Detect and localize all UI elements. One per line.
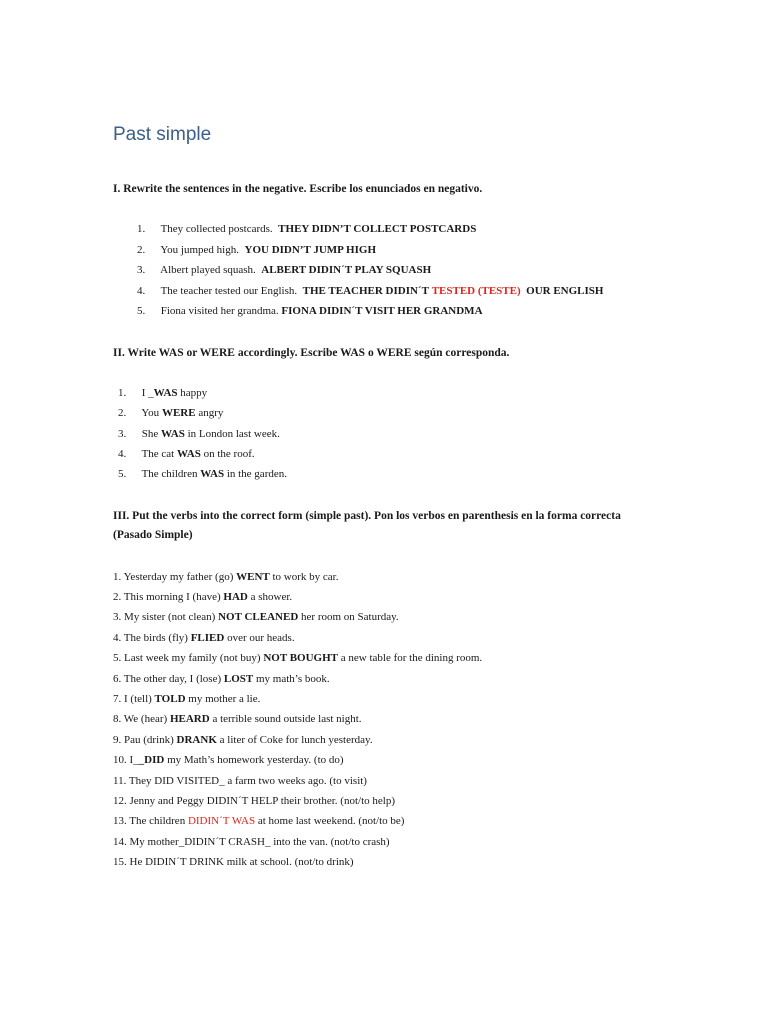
section-1-item: 5. Fiona visited her grandma. FIONA DIDIN´T VISIT HER GRANDMA — [137, 305, 483, 317]
section-3-item: 10. I__DID my Math’s homework yesterday. (to do) — [113, 754, 344, 766]
section-3-item: 4. The birds (fly) FLIED over our heads. — [113, 632, 295, 644]
section-3-item: 8. We (hear) HEARD a terrible sound outside last night. — [113, 713, 362, 725]
section-1-item: 3. Albert played squash. ALBERT DIDIN´T PLAY SQUASH — [137, 264, 432, 276]
section-3-heading-cont: (Pasado Simple) — [113, 529, 193, 541]
section-1-item: 2. You jumped high. YOU DIDN’T JUMP HIGH — [137, 244, 376, 256]
section-3-item: 9. Pau (drink) DRANK a liter of Coke for lunch yesterday. — [113, 734, 373, 746]
section-2-item: 1. I _WAS happy — [118, 387, 208, 399]
section-3-item: 1. Yesterday my father (go) WENT to work by car. — [113, 571, 339, 583]
section-3-item: 14. My mother_DIDIN´T CRASH_ into the van. (not/to crash) — [113, 836, 390, 848]
section-2-item: 2. You WERE angry — [118, 407, 224, 419]
section-2-item: 5. The children WAS in the garden. — [118, 468, 287, 480]
section-3-item: 15. He DIDIN´T DRINK milk at school. (not/to drink) — [113, 856, 354, 868]
section-1-item: 1. They collected postcards. THEY DIDN’T COLLECT POSTCARDS — [137, 223, 477, 235]
highlighted-answer: TESTED (TESTE) — [431, 285, 521, 297]
section-3-item: 11. They DID VISITED_ a farm two weeks ago. (to visit) — [113, 775, 367, 787]
page-title: Past simple — [113, 124, 212, 145]
section-2-item: 3. She WAS in London last week. — [118, 428, 280, 440]
section-2-heading: II. Write WAS or WERE accordingly. Escribe WAS o WERE según corresponda. — [113, 347, 510, 359]
section-3-item: 2. This morning I (have) HAD a shower. — [113, 591, 293, 603]
section-3-item: 13. The children DIDIN´T WAS at home last weekend. (not/to be) — [113, 815, 405, 827]
highlighted-answer: DIDIN´T WAS — [187, 815, 256, 827]
section-3-item: 3. My sister (not clean) NOT CLEANED her room on Saturday. — [113, 611, 399, 623]
section-2-item: 4. The cat WAS on the roof. — [118, 448, 255, 460]
section-3-item: 6. The other day, I (lose) LOST my math’s book. — [113, 673, 330, 685]
section-3-item: 12. Jenny and Peggy DIDIN´T HELP their brother. (not/to help) — [113, 795, 395, 807]
section-3-heading: III. Put the verbs into the correct form (simple past). Pon los verbos en parenthesis en la forma correcta — [113, 510, 621, 522]
section-3-item: 7. I (tell) TOLD my mother a lie. — [113, 693, 261, 705]
section-1-item: 4. The teacher tested our English. THE TEACHER DIDIN´T TESTED (TESTE) OUR ENGLISH — [137, 285, 604, 297]
section-1-heading: I. Rewrite the sentences in the negative. Escribe los enunciados en negativo. — [113, 183, 483, 195]
section-3-item: 5. Last week my family (not buy) NOT BOUGHT a new table for the dining room. — [113, 652, 483, 664]
